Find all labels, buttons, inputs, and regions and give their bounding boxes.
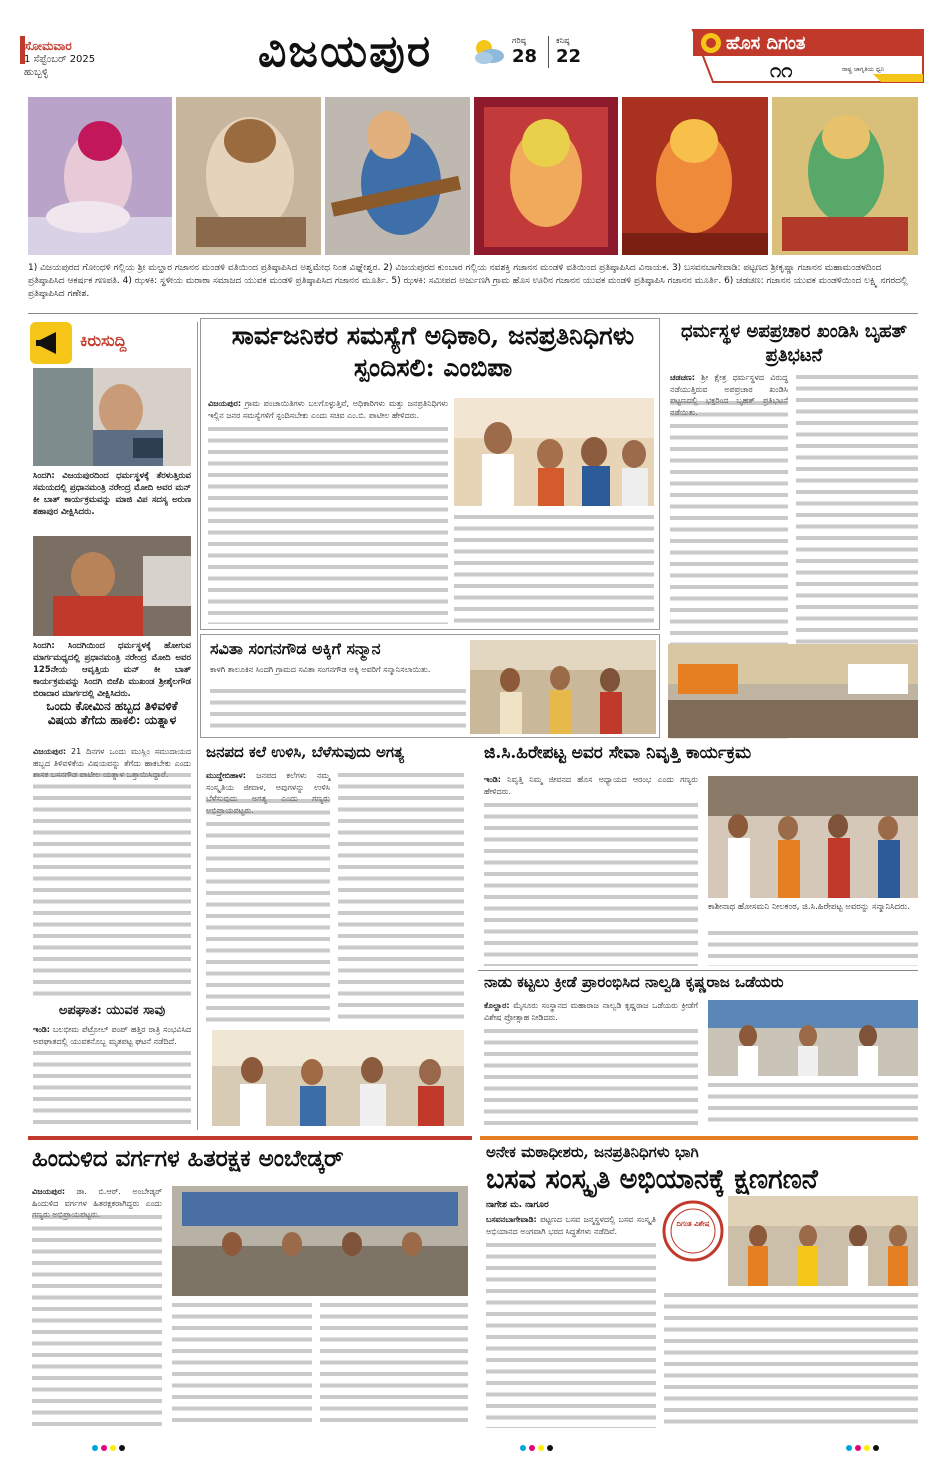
hirepatta-photo-caption: ಕಾಶೀನಾಥ ಹೋಸಮನಿ ನೀಲಕಂಠ, ಜಿ.ಸಿ.ಹಿರೇಪಟ್ಟ ಅವರನ್ನು ಸನ್ಮಾನಿಸಿದರು.	[708, 902, 911, 912]
print-registration-marks	[846, 1436, 882, 1446]
accident-body	[33, 1048, 191, 1124]
photo-ganesha-2	[176, 97, 321, 255]
dharmasthala-headline: ಧರ್ಮಸ್ಥಳ ಅಪಪ್ರಚಾರ ಖಂಡಿಸಿ ಬೃಹತ್ ಪ್ರತಿಭಟನೆ	[680, 321, 908, 366]
brand-name: ಹೊಸ ದಿಗಂತ	[726, 33, 806, 54]
sidebar-story-headline: ಒಂದು ಕೋಮಿನ ಹಬ್ಬದ ತಿಳಿವಳಿಕೆ ವಿಷಯ ತೆಗೆದು ಹಾಕಲಿ: ಯತ್ನಾಳ	[46, 699, 178, 727]
basava-body-col1	[486, 1240, 656, 1428]
weekday: ಸೋಮವಾರ	[24, 39, 72, 53]
nalwadi-body	[484, 1026, 698, 1126]
basava-intro: ಬಸವನಬಾಗೇವಾಡಿ: ಪಟ್ಟಣದ ಬಸವ ಜನ್ಮಸ್ಥಳದಲ್ಲಿ ಬಸವ ಸಂಸ್ಕೃತಿ ಅಭಿಯಾನದ ಅಂಗವಾಗಿ ಭರದ ಸಿದ್ಧತೆಗಳು ನಡೆದಿವೆ.	[486, 1215, 656, 1236]
photo-ganesha-6	[772, 97, 918, 255]
photo-ganesha-5	[622, 97, 768, 255]
divider	[28, 313, 918, 314]
date-box	[24, 40, 95, 79]
ambedkar-body-col2	[172, 1300, 312, 1428]
hirepatta-body	[484, 800, 698, 966]
janapada-body-right	[338, 770, 464, 1026]
sidebar-story-text: ವಿಜಯಪುರ: 21 ದಿನಗಳ ಒಂದು ಮುಸ್ಲಿಂ ಸಮುದಾಯದ ಹಬ್ಬದ ತಿಳಿವಳಿಕೆಯ ವಿಷಯವನ್ನು ತೆಗೆದು ಹಾಕಬೇಕು ಎಂದು ಶಾಸಕ ಬಸನಗೌಡ ಪಾಟೀಲ ಯತ್ನಾಳ ಒತ್ತಾಯಿಸಿದ್ದಾರೆ.	[33, 747, 191, 779]
photo-ganesha-1	[28, 97, 172, 255]
savita-text: ಕಾಳಗಿ ತಾಲೂಕಿನ ಸಿಂದಗಿ ಗ್ರಾಮದ ಸವಿತಾ ಸಂಗನಗೌಡ ಅಕ್ಕಿ ಅವರಿಗೆ ಸನ್ಮಾನಿಸಲಾಯಿತು.	[210, 665, 431, 674]
savita-photo	[470, 640, 656, 734]
photo-ganesha-4	[474, 97, 618, 255]
nalwadi-photo	[708, 1000, 918, 1076]
ambedkar-headline: ಹಿಂದುಳಿದ ವರ್ಗಗಳ ಹಿತರಕ್ಷಕ ಅಂಬೇಡ್ಕರ್	[32, 1145, 344, 1172]
print-registration-marks	[92, 1436, 128, 1446]
basava-rule	[480, 1136, 918, 1140]
hirepatta-headline: ಜಿ.ಸಿ.ಹಿರೇಪಟ್ಟ ಅವರ ಸೇವಾ ನಿವೃತ್ತಿ ಕಾರ್ಯಕ್ರಮ	[484, 743, 752, 763]
hirepatta-photo	[708, 776, 918, 898]
sidebar-photo-1	[33, 368, 191, 466]
savita-body	[210, 686, 466, 732]
nalwadi-intro: ಕೊಲ್ಹಾರ: ಮೈಸೂರು ಸಂಸ್ಥಾನದ ಮಹಾರಾಜ ನಾಲ್ವಡಿ ಕೃಷ್ಣರಾಜ ಒಡೆಯರು ಕ್ರೀಡೆಗೆ ವಿಶೇಷ ಪ್ರೋತ್ಸಾಹ ನೀಡಿದರು.	[484, 1001, 698, 1022]
city: ಹುಬ್ಬಳ್ಳಿ	[24, 67, 49, 78]
sidebar-caption-2: ಸಿಂದಗಿ: ಸಿಂದಗಿಯಿಂದ ಧರ್ಮಸ್ಥಳಕ್ಕೆ ಹೋಗುವ ಮಾರ್ಗಮಧ್ಯದಲ್ಲಿ ಪ್ರಧಾನಮಂತ್ರಿ ನರೇಂದ್ರ ಮೋದಿ ಅವರ 125ನೇಯ ಆವೃತ್ತಿಯ ಮನ್ ಕೀ ಬಾತ್ ಕಾರ್ಯಕ್ರಮವನ್ನು ಸಿಂದಗಿ ಬಿಜೆಪಿ ಮುಖಂಡ ಶ್ರೀಶೈಲಗೌಡ ಬಿರಾದಾರ ಮಾರ್ಗದಲ್ಲಿ ವೀಕ್ಷಿಸಿದರು.	[33, 641, 191, 699]
page-number: ೧೧	[770, 58, 793, 82]
janapada-intro: ಮುದ್ದೇಬಿಹಾಳ: ಜನಪದ ಕಲೆಗಳು ನಮ್ಮ ಸಂಸ್ಕೃತಿಯ ಜೀವಾಳ, ಅವುಗಳನ್ನು ಉಳಿಸಿ ಬೆಳೆಸುವುದು ಅಗತ್ಯ ಎಂದು ಗಣ್ಯರು ಅಭಿಪ್ರಾಯಪಟ್ಟರು.	[206, 771, 331, 815]
lead-headline: ಸಾರ್ವಜನಿಕರ ಸಮಸ್ಯೆಗೆ ಅಧಿಕಾರಿ, ಜನಪ್ರತಿನಿಧಿಗಳು ಸ್ಪಂದಿಸಲಿ: ಎಂಬಿಪಾ	[231, 321, 635, 382]
nalwadi-headline: ನಾಡು ಕಟ್ಟಲು ಕ್ರೀಡೆ ಪ್ರಾರಂಭಿಸಿದ ನಾಲ್ವಡಿ ಕೃಷ್ಣರಾಜ ಒಡೆಯರು	[484, 973, 784, 991]
edition-title: ವಿಜಯಪುರ	[258, 26, 433, 77]
ambedkar-intro: ವಿಜಯಪುರ: ಡಾ. ಬಿ.ಆರ್. ಅಂಬೇಡ್ಕರ್ ಹಿಂದುಳಿದ ವರ್ಗಗಳ ಹಿತರಕ್ಷಕರಾಗಿದ್ದರು ಎಂದು ಗಣ್ಯರು ಅಭಿಪ್ರಾಯಪಟ್ಟರು.	[32, 1187, 163, 1219]
date: 1 ಸೆಪ್ಟೆಂಬರ್ 2025	[24, 54, 96, 65]
weather-divider	[548, 36, 549, 68]
photo-strip-caption: 1) ವಿಜಯಪುರದ ಗೋಂಧಳಿ ಗಲ್ಲಿಯ ಶ್ರೀ ಮಲ್ಹಾರ ಗಜಾನನ ಮಂಡಳಿ ವತಿಯಿಂದ ಪ್ರತಿಷ್ಠಾಪಿಸಿದ ಅಶ್ವಮೇಧ ನಿಂತ ವಿಘ್ನೇಶ್ವರ. 2) ವಿಜಯಪುರದ ಕುಂಬಾರ ಗಲ್ಲಿಯ ನವಶಕ್ತಿ ಗಜಾನನ ಮಂಡಳಿ ವತಿಯಿಂದ ಪ್ರತಿಷ್ಠಾಪಿಸಿದ ವಿನಾಯಕ. 3) ಬಸವನಬಾಗೇವಾಡಿ: ಪಟ್ಟಣದ ಶ್ರೀಕೃಷ್ಣಾ ಗಜಾನನ ಮಹಾಮಂಡಳದಿಂದ ಪ್ರತಿಷ್ಠಾಪಿಸಿದ ಆಕರ್ಷಕ ಗಣಪತಿ. 4) ಝಳಕಿ: ಸ್ಥಳೀಯ ಮರಾಠಾ ಸಮಾಜದ ಯುವಕ ಮಂಡಳಿ ಪ್ರತಿಷ್ಠಾಪಿಸಿದ ಗಜಾನನ ಮೂರ್ತಿ. 5) ಝಳಕಿ: ಸಮೀಪದ ಅರ್ಜುಣಗಿ ಗ್ರಾಮ ಹೊಸ ಊರಿನ ಗಜಾನನ ಯುವಕ ಮಂಡಳಿ ಪ್ರತಿಷ್ಠಾಪಿಸಿ ಗಜಾನನ ಮೂರ್ತಿ. 6) ಚಡಚಣ: ಗಜಾನನ ಯುವಕ ಮಂಡಳಿಯಿಂದ ಲಕ್ಷ್ಮಿ ನಗರದಲ್ಲಿ ಪ್ರತಿಷ್ಠಾಪಿಸಿದ ಗಣೇಶ.	[28, 263, 908, 299]
masthead	[0, 0, 945, 96]
accident-text: ಇಂಡಿ: ಬಲಭೀಮ ಪೆಟ್ರೋಲ್ ಪಂಪ್ ಹತ್ತಿರ ರಾತ್ರಿ ಸಂಭವಿಸಿದ ಅಪಘಾತದಲ್ಲಿ ಯುವಕನೊಬ್ಬ ಮೃತಪಟ್ಟ ಘಟನೆ ನಡೆದಿದೆ.	[33, 1025, 192, 1046]
lead-body	[208, 424, 448, 624]
brand-tagline: ರಾಷ್ಟ್ರ ಜಾಗೃತಿಯ ಧ್ವನಿ	[842, 66, 885, 73]
sidebar-caption-1: ಸಿಂದಗಿ: ವಿಜಯಪುರದಿಂದ ಧರ್ಮಸ್ಥಳಕ್ಕೆ ತೆರಳುತ್ತಿರುವ ಸಮಯದಲ್ಲಿ ಪ್ರಧಾನಮಂತ್ರಿ ನರೇಂದ್ರ ಮೋದಿ ಅವರ ಮನ್ ಕೀ ಬಾತ್ ಕಾರ್ಯಕ್ರಮವನ್ನು ಮಾಜಿ ವಿಪ ಸದಸ್ಯ ಅರುಣ ಶಹಾಪುರ ವೀಕ್ಷಿಸಿದರು.	[33, 471, 191, 517]
hirepatta-body-right	[708, 928, 918, 966]
lead-intro: ವಿಜಯಪುರ: ಗ್ರಾಮ ಪಂಚಾಯಿತಿಗಳು ಬಲಗೊಳ್ಳುತ್ತಿವೆ, ಅಧಿಕಾರಿಗಳು ಮತ್ತು ಜನಪ್ರತಿನಿಧಿಗಳು ಇಲ್ಲಿನ ಜನರ ಸಮಸ್ಯೆಗಳಿಗೆ ಸ್ಪಂದಿಸಬೇಕು ಎಂದು ಸಚಿವ ಎಂ.ಬಿ. ಪಾಟೀಲ ಹೇಳಿದರು.	[208, 399, 449, 420]
sidebar-story-body	[33, 770, 191, 1000]
savita-headline: ಸವಿತಾ ಸಂಗನಗೌಡ ಅಕ್ಕಿಗೆ ಸನ್ಮಾನ	[210, 639, 381, 658]
dharmasthala-intro: ಚಡಚಣ: ಶ್ರೀ ಕ್ಷೇತ್ರ ಧರ್ಮಸ್ಥಳದ ವಿರುದ್ಧ ನಡೆಯುತ್ತಿರುವ ಅಪಪ್ರಚಾರ ಖಂಡಿಸಿ ಪಟ್ಟಣದಲ್ಲಿ ಭಕ್ತರಿಂದ ಬೃಹತ್ ಪ್ರತಿಭಟನೆ ನಡೆಯಿತು.	[670, 373, 789, 417]
hirepatta-intro: ಇಂಡಿ: ನಿವೃತ್ತಿ ನಿಮ್ಮ ಜೀವನದ ಹೊಸ ಅಧ್ಯಾಯದ ಆರಂಭ ಎಂದು ಗಣ್ಯರು ಹೇಳಿದರು.	[484, 775, 698, 796]
print-registration-marks	[520, 1436, 556, 1446]
dharmasthala-photo	[668, 644, 918, 738]
ambedkar-body-col3	[320, 1300, 468, 1428]
photo-ganesha-3	[325, 97, 470, 255]
lead-body-right	[454, 512, 654, 624]
basava-headline: ಬಸವ ಸಂಸ್ಕೃತಿ ಅಭಿಯಾನಕ್ಕೆ ಕ್ಷಣಗಣನೆ	[486, 1164, 818, 1195]
brand-logo-icon	[700, 32, 722, 54]
accident-headline: ಅಪಘಾತ: ಯುವಕ ಸಾವು	[58, 1003, 166, 1018]
divider	[478, 970, 918, 971]
partly-cloudy-icon	[470, 36, 506, 66]
janapada-headline: ಜನಪದ ಕಲೆ ಉಳಿಸಿ, ಬೆಳೆಸುವುದು ಅಗತ್ಯ	[206, 743, 404, 761]
megaphone-icon	[30, 322, 72, 364]
digant-special-label: ದಿಗಂತ ವಿಶೇಷ	[676, 1220, 710, 1228]
sidebar-badge: ಕಿರುಸುದ್ದಿ	[80, 331, 127, 350]
basava-kicker: ಅನೇಕ ಮಠಾಧೀಶರು, ಜನಪ್ರತಿನಿಧಿಗಳು ಭಾಗಿ	[486, 1143, 699, 1161]
basava-body-col2	[664, 1290, 918, 1428]
janapada-photo	[212, 1030, 464, 1126]
ambedkar-body-col1	[32, 1212, 162, 1428]
ambedkar-rule	[28, 1136, 472, 1140]
sidebar-photo-2	[33, 536, 191, 636]
basava-byline: ನಾಗೇಶ ಮ. ನಾಗೂರ	[486, 1200, 549, 1210]
digant-special-seal	[662, 1200, 724, 1262]
basava-photo	[728, 1196, 918, 1286]
janapada-body-left	[206, 796, 330, 1026]
nalwadi-body-right	[708, 1080, 918, 1126]
lead-photo	[454, 398, 654, 506]
ambedkar-photo	[172, 1186, 468, 1296]
weather-min: ಕನಿಷ್ಠ 22	[556, 36, 582, 67]
weather-max: ಗರಿಷ್ಠ 28	[512, 36, 538, 67]
